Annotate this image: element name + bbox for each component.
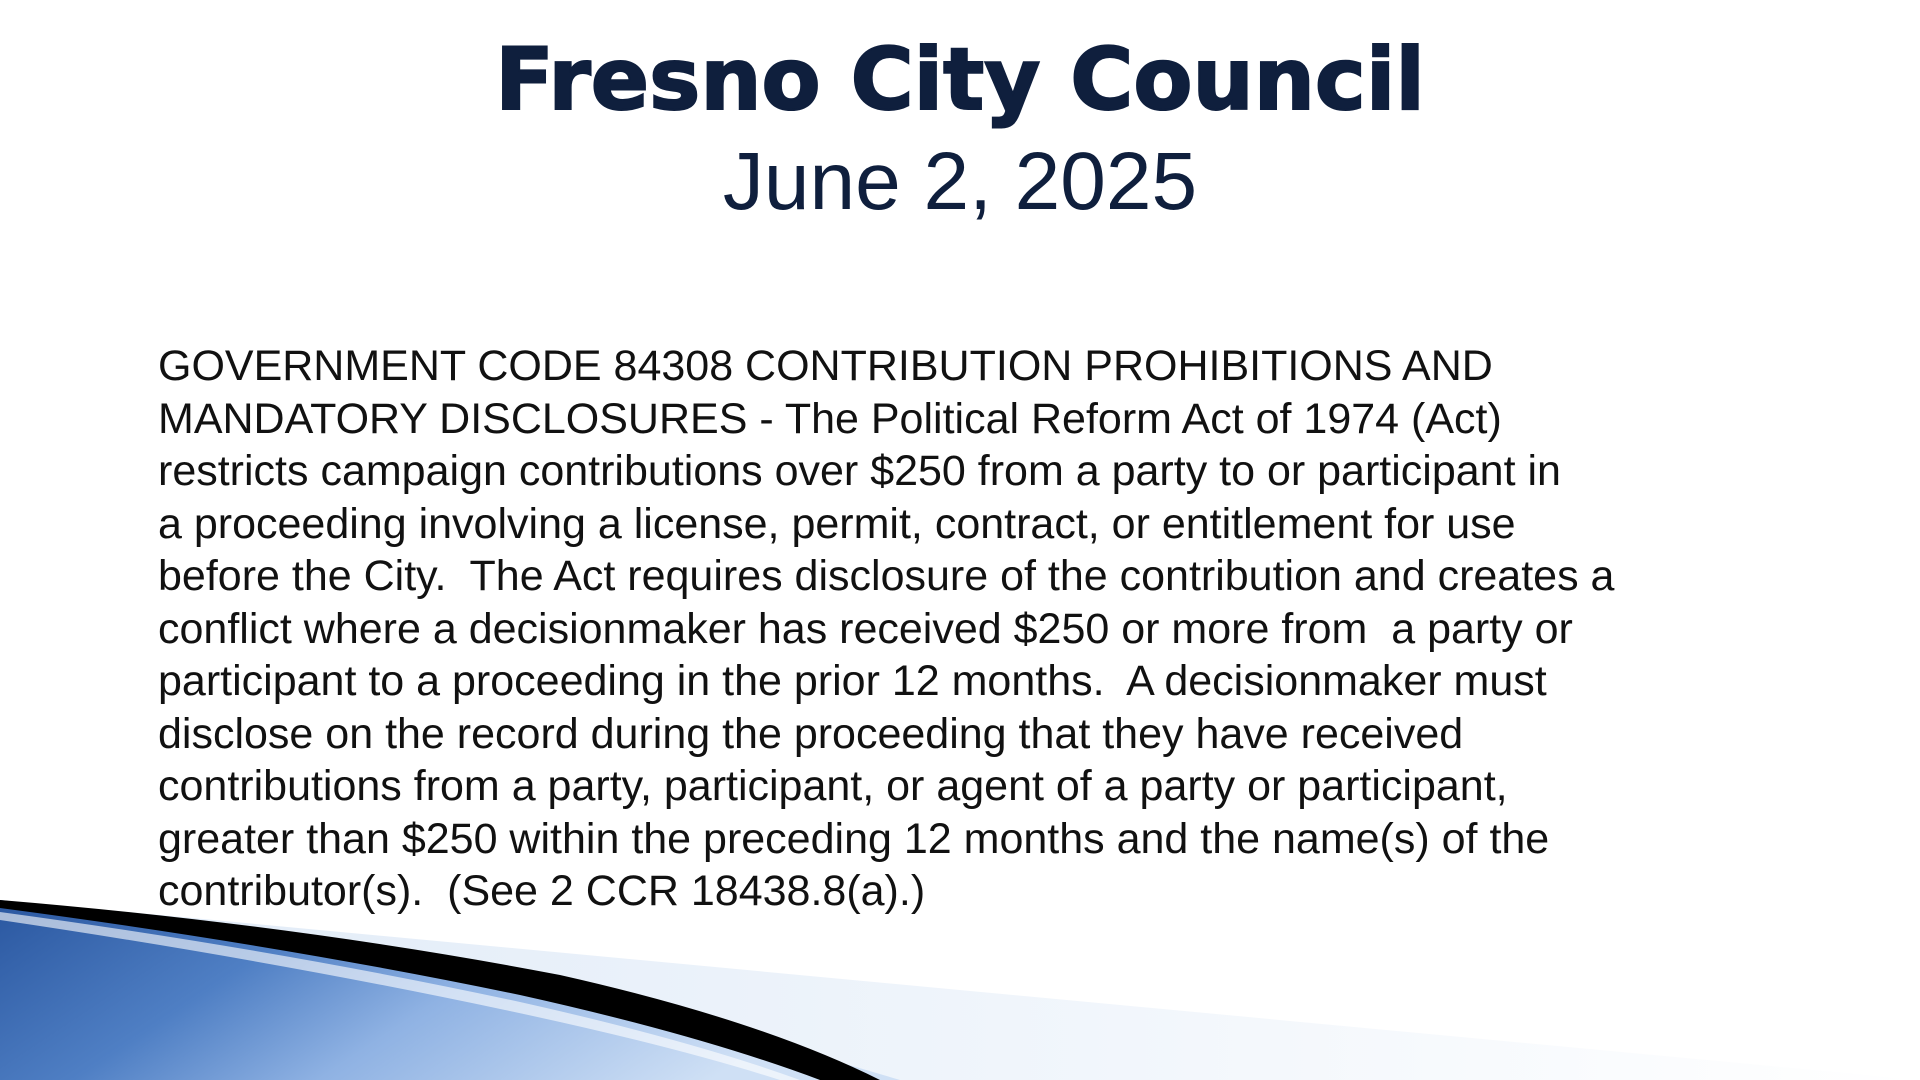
body-line: disclose on the record during the proceeding that they have received <box>158 709 1464 758</box>
body-line: contributor(s). (See 2 CCR 18438.8(a).) <box>158 867 926 915</box>
body-line: greater than $250 within the preceding 12 months and the name(s) of the <box>158 814 1550 863</box>
body-line: conflict where a decisionmaker has received $250 or more from a party or <box>158 604 1573 653</box>
body-line: a proceeding involving a license, permit, contract, or entitlement for use <box>158 499 1516 548</box>
body-line: participant to a proceeding in the prior 12 months. A decisionmaker must <box>158 657 1547 705</box>
body-line: before the City. The Act requires disclosure of the contribution and creates a <box>158 552 1615 600</box>
slide-title: Fresno City Council <box>495 30 1425 130</box>
footer-swoosh-graphic <box>0 900 1920 1080</box>
body-line: restricts campaign contributions over $250 from a party to or participant in <box>158 447 1561 495</box>
body-paragraph <box>158 340 1798 918</box>
slide-date: June 2, 2025 <box>722 136 1198 227</box>
body-line: GOVERNMENT CODE 84308 CONTRIBUTION PROHIBITIONS AND <box>158 342 1493 390</box>
body-line: MANDATORY DISCLOSURES - The Political Reform Act of 1974 (Act) <box>158 394 1502 443</box>
body-line: contributions from a party, participant, or agent of a party or participant, <box>158 762 1508 810</box>
